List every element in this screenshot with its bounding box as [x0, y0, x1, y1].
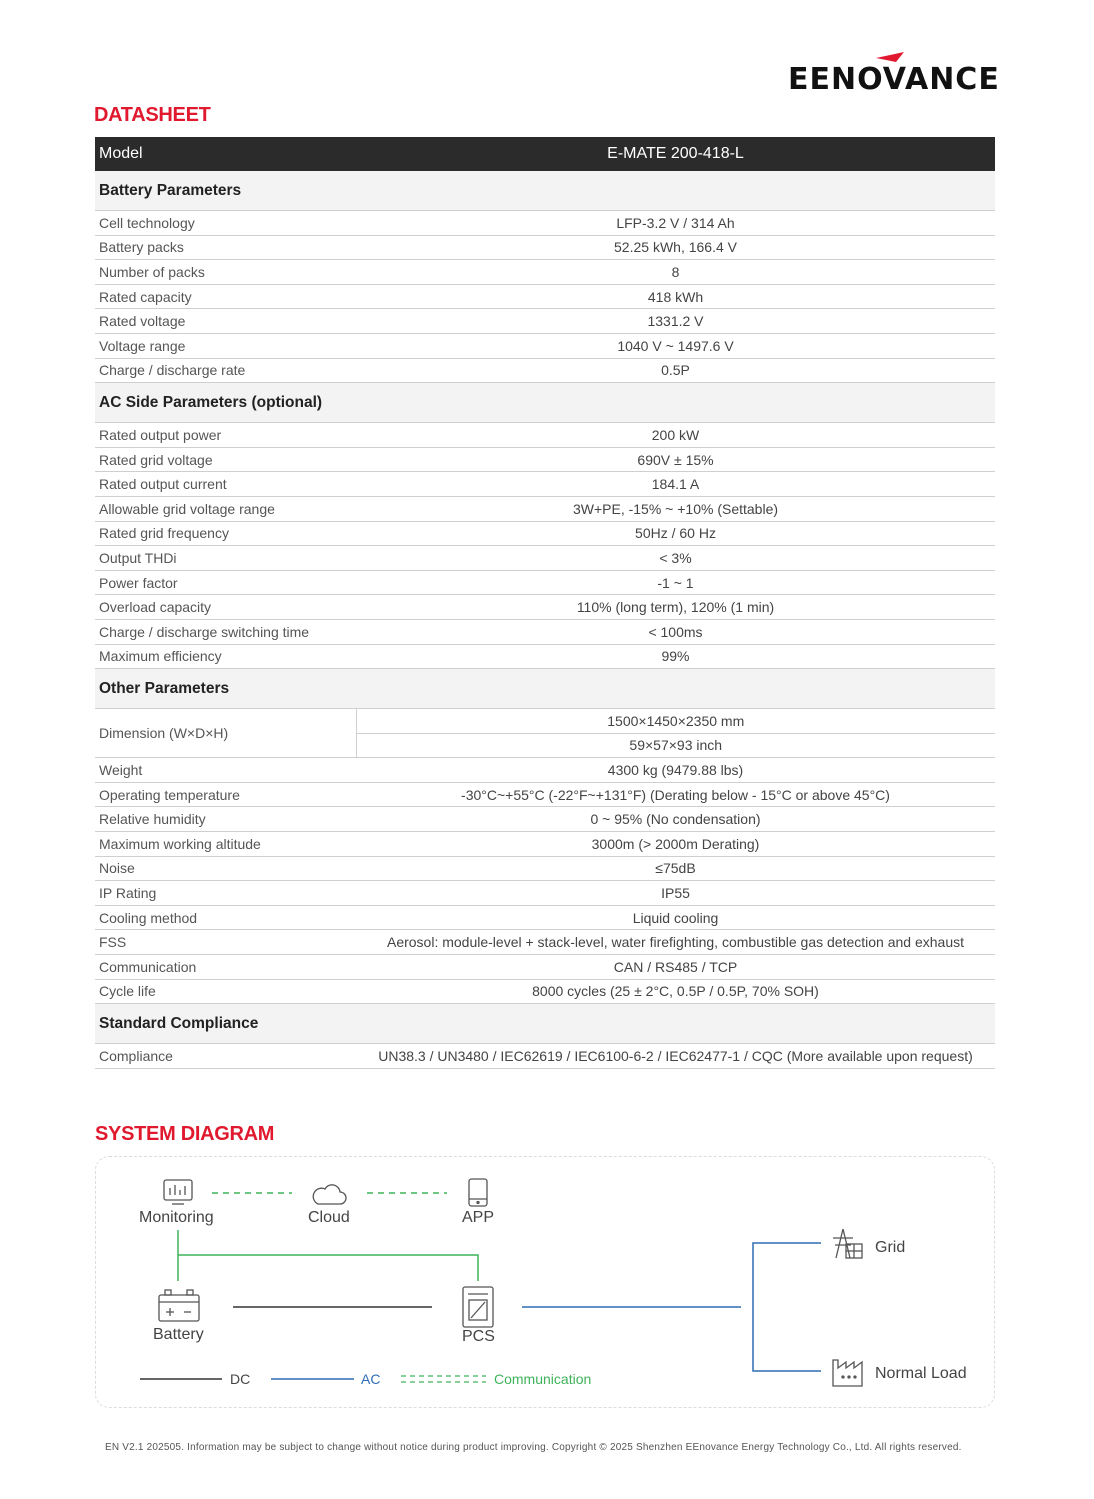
legend-dc-label: DC: [230, 1371, 251, 1387]
spec-value: 50Hz / 60 Hz: [356, 521, 995, 546]
spec-label: Maximum efficiency: [95, 644, 356, 669]
section-title: Other Parameters: [95, 669, 995, 709]
spec-value: 418 kWh: [356, 284, 995, 309]
section-title: AC Side Parameters (optional): [95, 383, 995, 423]
spec-value: LFP-3.2 V / 314 Ah: [356, 211, 995, 236]
spec-value: ≤75dB: [356, 856, 995, 881]
spec-value: 110% (long term), 120% (1 min): [356, 595, 995, 620]
spec-label: Voltage range: [95, 333, 356, 358]
legend-communication-label: Communication: [494, 1371, 592, 1387]
spec-label: Power factor: [95, 570, 356, 595]
spec-label: Rated capacity: [95, 284, 356, 309]
spec-value: 3W+PE, -15% ~ +10% (Settable): [356, 496, 995, 521]
spec-value: 690V ± 15%: [356, 447, 995, 472]
monitoring-label: Monitoring: [139, 1209, 214, 1226]
spec-value: CAN / RS485 / TCP: [356, 955, 995, 980]
grid-label: Grid: [875, 1239, 906, 1256]
spec-label: FSS: [95, 930, 356, 955]
spec-label: Weight: [95, 758, 356, 783]
spec-label: Rated voltage: [95, 309, 356, 334]
brand-name: EENOVANCE: [788, 62, 1000, 97]
cloud-icon: [313, 1185, 346, 1204]
spec-label: Charge / discharge switching time: [95, 619, 356, 644]
section-title: Battery Parameters: [95, 171, 995, 211]
spec-label: Operating temperature: [95, 782, 356, 807]
ac-line-grid-load: [753, 1243, 821, 1371]
spec-value: Liquid cooling: [356, 905, 995, 930]
spec-value: 0 ~ 95% (No condensation): [356, 807, 995, 832]
spec-label: Rated grid frequency: [95, 521, 356, 546]
grid-tower-icon: [833, 1229, 862, 1258]
spec-value: 0.5P: [356, 358, 995, 383]
comm-line-monitoring-pcs: [178, 1255, 478, 1281]
spec-label: Maximum working altitude: [95, 832, 356, 857]
spec-label: Charge / discharge rate: [95, 358, 356, 383]
factory-icon: [833, 1360, 862, 1386]
spec-label: Cell technology: [95, 211, 356, 236]
spec-label: Relative humidity: [95, 807, 356, 832]
spec-label: Compliance: [95, 1044, 356, 1069]
spec-label: Allowable grid voltage range: [95, 496, 356, 521]
spec-label: Cycle life: [95, 979, 356, 1004]
spec-label: Communication: [95, 955, 356, 980]
spec-value: 8: [356, 260, 995, 285]
monitoring-icon: [164, 1180, 192, 1204]
spec-label: Cooling method: [95, 905, 356, 930]
spec-value: 200 kW: [356, 423, 995, 448]
section-title: Standard Compliance: [95, 1004, 995, 1044]
phone-icon: [469, 1179, 487, 1206]
datasheet-title: DATASHEET: [94, 104, 211, 126]
pcs-label: PCS: [462, 1328, 495, 1345]
pcs-icon: [463, 1287, 493, 1327]
legend-ac-label: AC: [361, 1371, 381, 1387]
spec-label: Rated output power: [95, 423, 356, 448]
spec-value: 3000m (> 2000m Derating): [356, 832, 995, 857]
spec-value: 1500×1450×2350 mm: [356, 709, 995, 734]
spec-value: 1040 V ~ 1497.6 V: [356, 333, 995, 358]
spec-value: 4300 kg (9479.88 lbs): [356, 758, 995, 783]
spec-label: Number of packs: [95, 260, 356, 285]
spec-label: Rated output current: [95, 472, 356, 497]
spec-value: 184.1 A: [356, 472, 995, 497]
system-diagram-title: SYSTEM DIAGRAM: [95, 1123, 275, 1145]
spec-value: < 3%: [356, 546, 995, 571]
spec-label: IP Rating: [95, 881, 356, 906]
spec-value: 1331.2 V: [356, 309, 995, 334]
spec-value-secondary: 59×57×93 inch: [356, 733, 995, 758]
spec-value: 52.25 kWh, 166.4 V: [356, 235, 995, 260]
spec-value: -1 ~ 1: [356, 570, 995, 595]
spec-value: < 100ms: [356, 619, 995, 644]
app-label: APP: [462, 1209, 495, 1226]
model-value: E-MATE 200-418-L: [356, 137, 995, 171]
spec-value: Aerosol: module-level + stack-level, water firefighting, combustible gas detection and exhaust: [356, 930, 995, 955]
spec-label: Output THDi: [95, 546, 356, 571]
normal-load-label: Normal Load: [875, 1365, 967, 1382]
spec-label: Overload capacity: [95, 595, 356, 620]
spec-value: 99%: [356, 644, 995, 669]
spec-value: UN38.3 / UN3480 / IEC62619 / IEC6100-6-2 / IEC62477-1 / CQC (More available upon request): [356, 1044, 995, 1069]
model-label: Model: [95, 137, 356, 171]
spec-value: -30°C~+55°C (-22°F~+131°F) (Derating below - 15°C or above 45°C): [356, 782, 995, 807]
spec-label: Battery packs: [95, 235, 356, 260]
spec-label: Noise: [95, 856, 356, 881]
spec-value: IP55: [356, 881, 995, 906]
battery-icon: [159, 1290, 199, 1321]
spec-label: Dimension (W×D×H): [95, 709, 356, 758]
battery-label: Battery: [153, 1326, 204, 1343]
spec-value: 8000 cycles (25 ± 2°C, 0.5P / 0.5P, 70% SOH): [356, 979, 995, 1004]
footer-disclaimer: EN V2.1 202505. Information may be subject to change without notice during product improving. Copyright © 2025 Shenzhen EEnovance Energy Technology Co., Ltd. All rights reserved.: [105, 1442, 962, 1453]
cloud-label: Cloud: [308, 1209, 350, 1226]
spec-label: Rated grid voltage: [95, 447, 356, 472]
